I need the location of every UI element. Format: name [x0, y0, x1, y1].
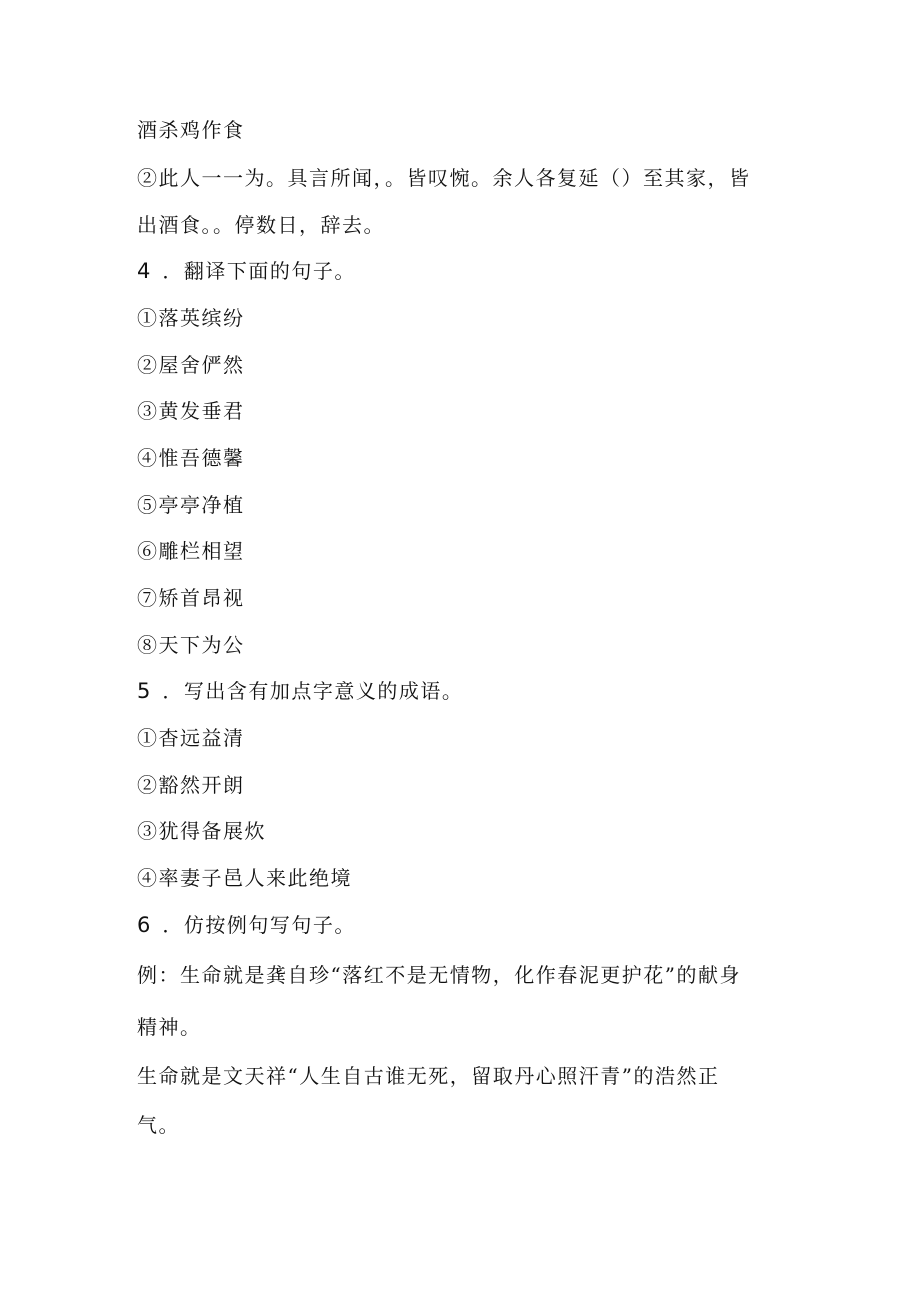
question-6-heading [137, 912, 777, 938]
list-item: ⑧天下为公 [137, 633, 245, 657]
question-5-heading [137, 678, 777, 704]
list-item: ④惟吾德馨 [137, 446, 245, 470]
list-item: ①落英缤纷 [137, 306, 245, 330]
question-text: ．写出含有加点字意义的成语。 [162, 679, 464, 703]
list-item: ⑦矫首昂视 [137, 586, 245, 610]
list-item: ④率妻子邑人来此绝境 [137, 866, 352, 890]
list-item: ⑤亭亭净植 [137, 493, 245, 517]
list-item: ③犹得备展炊 [137, 819, 266, 843]
example-line: 例：生命就是龚自珍“落红不是无情物，化作春泥更护花”的献身 [137, 963, 741, 987]
question-text: ．仿按例句写句子。 [162, 913, 356, 937]
example-line: 精神。 [137, 1015, 202, 1039]
text-line: 酒杀鸡作食 [137, 118, 245, 142]
question-number: 4 [137, 259, 151, 283]
list-item: ①杳远益清 [137, 726, 245, 750]
answer-line: 气。 [137, 1113, 180, 1137]
list-item: ②屋舍俨然 [137, 353, 245, 377]
text-line: ②此人一一为。具言所闻，。皆叹惋。余人各复延（）至其家，皆 [137, 166, 751, 190]
answer-line: 生命就是文天祥“人生自古谁无死，留取丹心照汗青”的浩然正 [137, 1064, 720, 1088]
list-item: ③黄发垂君 [137, 399, 245, 423]
question-4-heading [137, 258, 777, 284]
text-line: 出酒食。。停数日，辞去。 [137, 213, 385, 237]
question-text: ．翻译下面的句子。 [162, 259, 356, 283]
question-number: 5 [137, 679, 151, 703]
question-number: 6 [137, 913, 151, 937]
list-item: ⑥雕栏相望 [137, 539, 245, 563]
list-item: ②豁然开朗 [137, 773, 245, 797]
